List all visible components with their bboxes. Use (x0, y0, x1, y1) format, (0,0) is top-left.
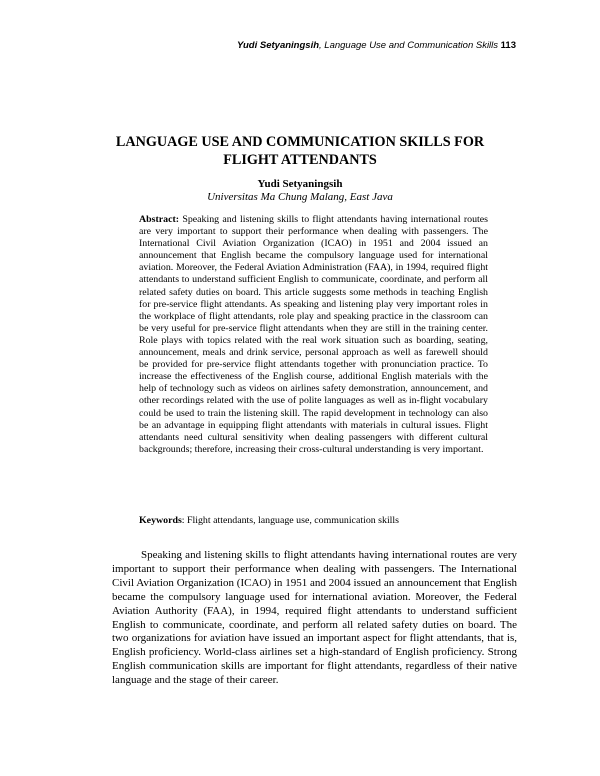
header-journal: , Language Use and Communication Skills (319, 40, 499, 51)
keywords-label: Keywords (139, 515, 182, 526)
abstract-text: Speaking and listening skills to flight attendants having international routes are very important to support their performance when dealing with passengers. The International Civil Aviation Organization (ICAO) in 1951 and 2004 issued an announcement that English became the compulsory language used for international aviation. Moreover, the Federal Aviation Administration (FAA), in 1994, required flight attendants to understand sufficient English to communicate, coordinate, and perform all related safety duties on board. This article suggests some methods in teaching English for pre-service flight attendants. As speaking and listening play very important roles in the workplace of flight attendants, role play and speaking practice in the classroom can be very useful for pre-service flight attendants when they are still in the training center. Role plays with topics related with the real work situation such as boarding, seating, announcement, meals and drink service, personal approach as well as farewell should be provided for pre-service flight attendants together with pronunciation practice. To increase the effectiveness of the English course, additional English materials with the help of technology such as videos on airlines safety demonstration, announcement, and other recordings related with the use of polite languages as well as in-flight vocabulary could be used to train the listening skill. The rapid development in technology can also be an advantage in equipping flight attendants with materials in cultural issues. Flight attendants need cultural sensitivity when dealing passengers with different cultural backgrounds; therefore, increasing their cross-cultural understanding is very important. (139, 214, 488, 455)
header-author: Yudi Setyaningsih (237, 40, 320, 51)
header-page-number: 113 (498, 40, 516, 51)
keywords-text: : Flight attendants, language use, communication skills (181, 515, 400, 526)
article-title: LANGUAGE USE AND COMMUNICATION SKILLS FOR FLIGHT ATTENDANTS (115, 134, 485, 168)
abstract (139, 214, 488, 456)
keywords (139, 515, 488, 527)
author-name: Yudi Setyaningsih (257, 178, 343, 190)
abstract-label: Abstract: (139, 214, 180, 225)
author-affiliation: Universitas Ma Chung Malang, East Java (207, 191, 393, 203)
body-paragraph: Speaking and listening skills to flight attendants having international routes are very important to support their performance when dealing with passengers. The International Civil Aviation Organization (ICAO) in 1951 and 2004 issued an announcement that English became the compulsory language used for international aviation. Moreover, the Federal Aviation Authority (FAA), in 1994, required flight attendants to understand sufficient English to communicate, coordinate, and perform all related safety duties on board. The two organizations for aviation have issued an important aspect for flight attendants, that is, English proficiency. World-class airlines set a high-standard of English proficiency. Strong English communication skills are important for flight attendants, regardless of their native language and the stage of their career. (112, 549, 517, 687)
running-header (0, 40, 516, 52)
